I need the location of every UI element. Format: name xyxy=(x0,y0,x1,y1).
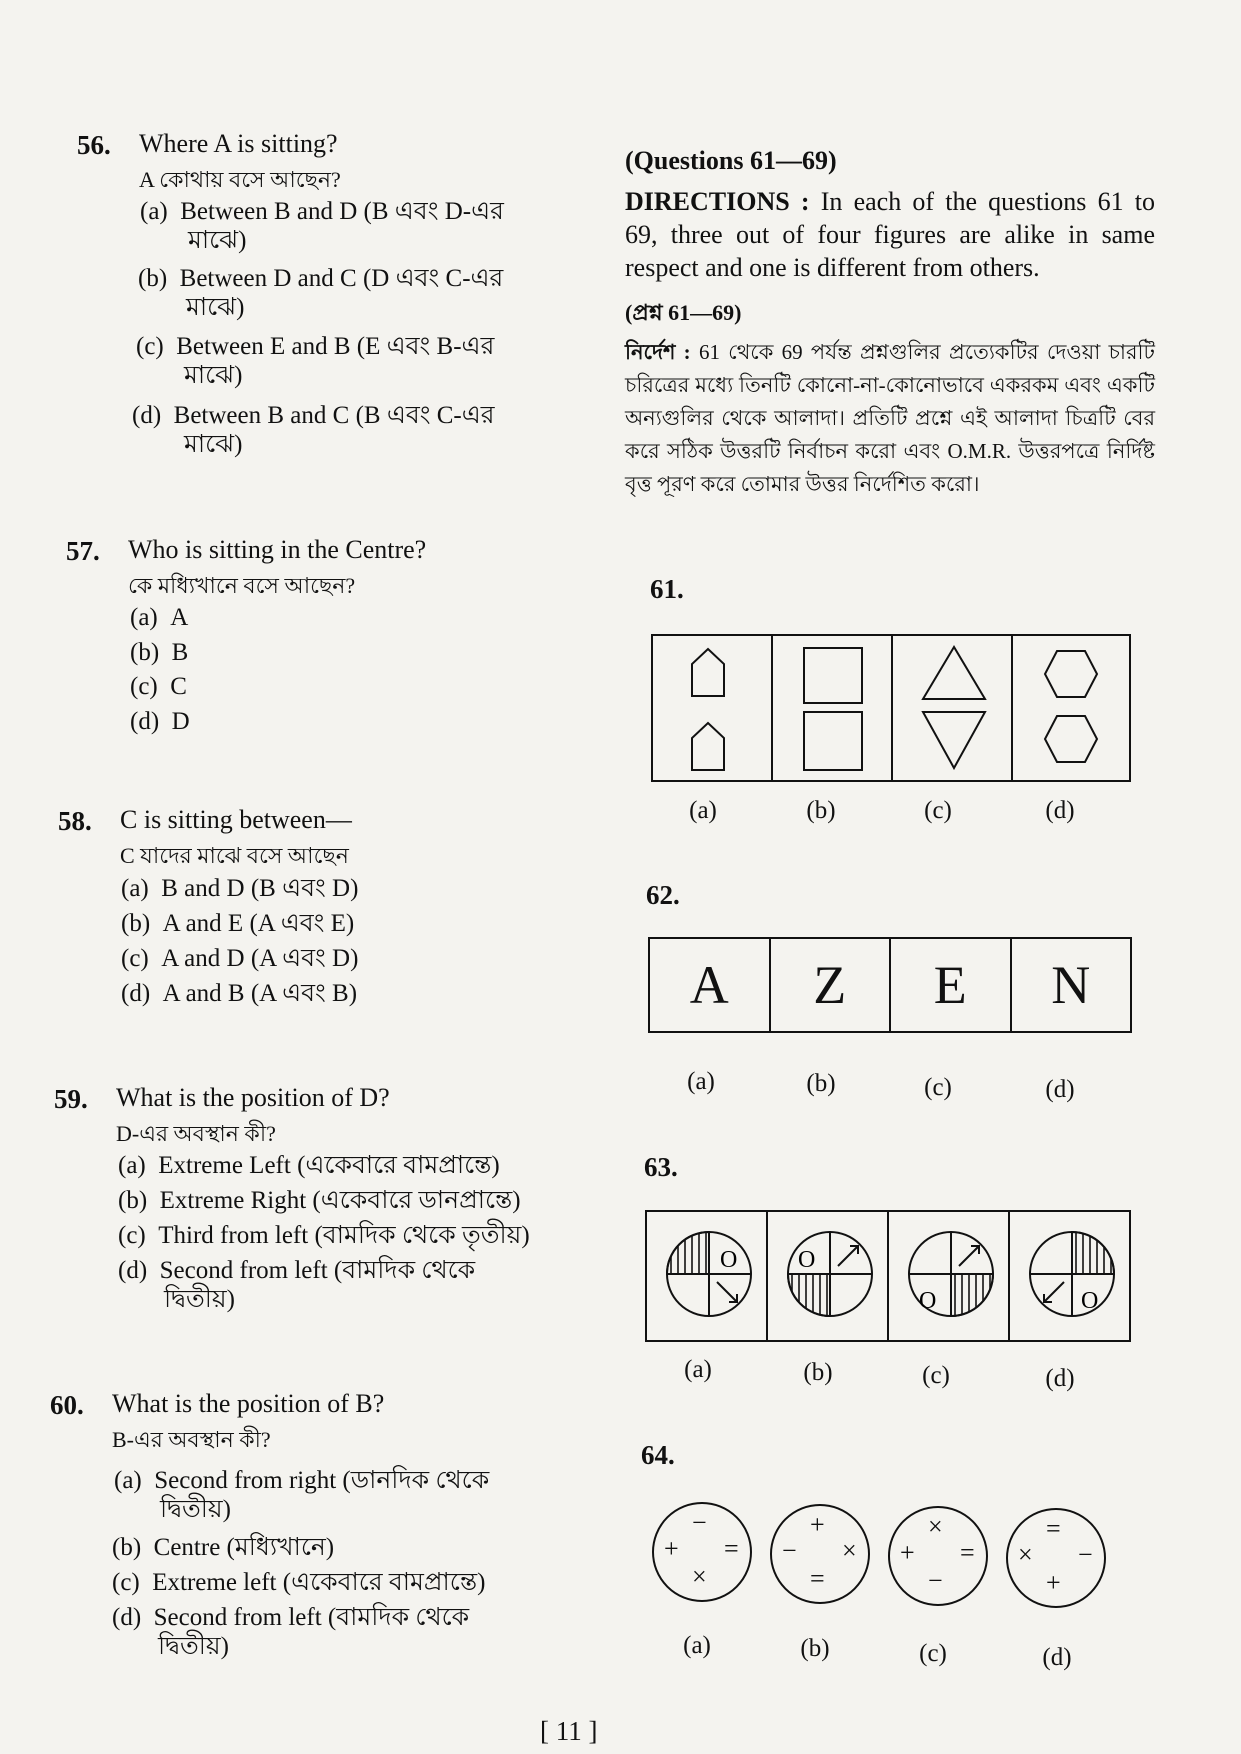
question-number: 59. xyxy=(54,1084,88,1114)
figure-b xyxy=(768,1212,889,1340)
question-number: 63. xyxy=(644,1152,678,1182)
page-number: [ 11 ] xyxy=(540,1716,598,1746)
option-b: (b) A and E (A এবং E) xyxy=(121,910,355,937)
circle-symbol: O xyxy=(798,1247,816,1273)
option-a: (a) A xyxy=(130,604,189,631)
figure-d xyxy=(1013,636,1131,780)
figure-b xyxy=(773,636,893,780)
figure-a xyxy=(653,636,773,780)
label-c: (c) xyxy=(922,1362,950,1389)
question-number: 62. xyxy=(646,880,680,910)
option-c: (c) Third from left (বামদিক থেকে তৃতীয়) xyxy=(118,1222,530,1249)
question-number: 57. xyxy=(66,536,100,566)
option-d: (d) D xyxy=(130,708,190,735)
option-d: (d) Between B and C (B এবং C-এর মাঝে) xyxy=(132,402,495,458)
label-c: (c) xyxy=(924,797,952,824)
figure-c xyxy=(889,1212,1010,1340)
label-d: (d) xyxy=(1045,797,1075,824)
question-text: C is sitting between— xyxy=(120,805,352,834)
figure-row xyxy=(645,1210,1131,1342)
label-c: (c) xyxy=(919,1640,947,1667)
question-number: 61. xyxy=(650,574,684,604)
label-d: (d) xyxy=(1042,1644,1072,1671)
figure-c xyxy=(893,636,1013,780)
question-number: 60. xyxy=(50,1390,84,1420)
label-b: (b) xyxy=(803,1359,833,1386)
label-a: (a) xyxy=(687,1068,715,1095)
option-a: (a) Between B and D (B এবং D-এর মাঝে) xyxy=(140,198,504,254)
option-d: (d) Second from left (বামদিক থেকে দ্বিতীয়) xyxy=(118,1257,476,1313)
question-text: Where A is sitting? xyxy=(139,129,338,158)
option-b: (b) Between D and C (D এবং C-এর মাঝে) xyxy=(138,265,504,321)
label-b: (b) xyxy=(800,1635,830,1662)
figure-a: − + = × xyxy=(652,1502,752,1602)
question-text-bengali: D-এর অবস্থান কী? xyxy=(116,1121,276,1146)
label-b: (b) xyxy=(806,1070,836,1097)
question-text: What is the position of D? xyxy=(116,1083,390,1112)
option-d: (d) A and B (A এবং B) xyxy=(121,980,358,1007)
directions-text: DIRECTIONS : In each of the questions 61 to 69, three out of four figures are alike in same respect and one is different from others. xyxy=(625,187,1155,282)
option-b: (b) Extreme Right (একেবারে ডানপ্রান্তে) xyxy=(118,1187,521,1214)
option-c: (c) A and D (A এবং D) xyxy=(121,945,359,972)
question-text: Who is sitting in the Centre? xyxy=(128,535,427,564)
figure-c: × + = − xyxy=(888,1506,988,1606)
label-b: (b) xyxy=(806,797,836,824)
option-a: (a) Second from right (ডানদিক থেকে দ্বিতীয়) xyxy=(114,1467,490,1523)
label-a: (a) xyxy=(689,797,717,824)
question-text-bengali: A কোথায় বসে আছেন? xyxy=(139,167,341,192)
question-text-bengali: C যাদের মাঝে বসে আছেন xyxy=(120,843,349,868)
figure-d: N xyxy=(1051,955,1091,1015)
figure-c: E xyxy=(891,939,1012,1031)
question-number: 64. xyxy=(641,1440,675,1470)
figure-b: + − × = xyxy=(770,1504,870,1604)
option-c: (c) Between E and B (E এবং B-এর মাঝে) xyxy=(136,333,495,389)
section-heading-bengali: (প্রশ্ন 61—69) xyxy=(625,300,742,325)
label-a: (a) xyxy=(684,1356,712,1383)
option-c: (c) Extreme left (একেবারে বামপ্রান্তে) xyxy=(112,1569,486,1596)
option-b: (b) B xyxy=(130,639,189,666)
circle-symbol: O xyxy=(720,1247,738,1273)
label-d: (d) xyxy=(1045,1365,1075,1392)
circle-symbol: O xyxy=(919,1288,937,1314)
label-c: (c) xyxy=(924,1074,952,1101)
question-text-bengali: কে মধ্যিখানে বসে আছেন? xyxy=(128,573,356,598)
label-d: (d) xyxy=(1045,1076,1075,1103)
section-heading: (Questions 61—69) xyxy=(625,146,837,175)
label-a: (a) xyxy=(683,1632,711,1659)
figure-d: = × − + xyxy=(1006,1508,1106,1608)
option-c: (c) C xyxy=(130,673,187,700)
figure-b: Z xyxy=(771,939,892,1031)
figure-a xyxy=(647,1212,768,1340)
figure-row xyxy=(651,634,1131,782)
question-number: 56. xyxy=(77,130,111,160)
figure-a: A xyxy=(650,939,771,1031)
question-text: What is the position of B? xyxy=(112,1389,385,1418)
figure-d xyxy=(1010,1212,1129,1340)
option-a: (a) Extreme Left (একেবারে বামপ্রান্তে) xyxy=(118,1152,500,1179)
question-number: 58. xyxy=(58,806,92,836)
option-d: (d) Second from left (বামদিক থেকে দ্বিতীয়) xyxy=(112,1604,470,1660)
option-a: (a) B and D (B এবং D) xyxy=(121,875,359,902)
circle-symbol: O xyxy=(1081,1288,1099,1314)
figure-row xyxy=(648,937,1132,1033)
option-b: (b) Centre (মধ্যিখানে) xyxy=(112,1534,335,1561)
directions-text-bengali: নির্দেশ : 61 থেকে 69 পর্যন্ত প্রশ্নগুলির প্রত্যেকটির দেওয়া চারটি চরিত্রের মধ্যে তিনটি কোনো-না-কোনোভাবে একরকম এবং একটি অন্যগুলির থেকে আলাদা। প্রতিটি প্রশ্নে এই আলাদা চিত্রটি বের করে সঠিক উত্তরটি নির্বাচন করো এবং O.M.R. উত্তরপত্রে নির্দিষ্ট বৃত্ত পূরণ করে তোমার উত্তর নির্দেশিত করো। xyxy=(625,340,1155,496)
question-text-bengali: B-এর অবস্থান কী? xyxy=(112,1427,271,1452)
